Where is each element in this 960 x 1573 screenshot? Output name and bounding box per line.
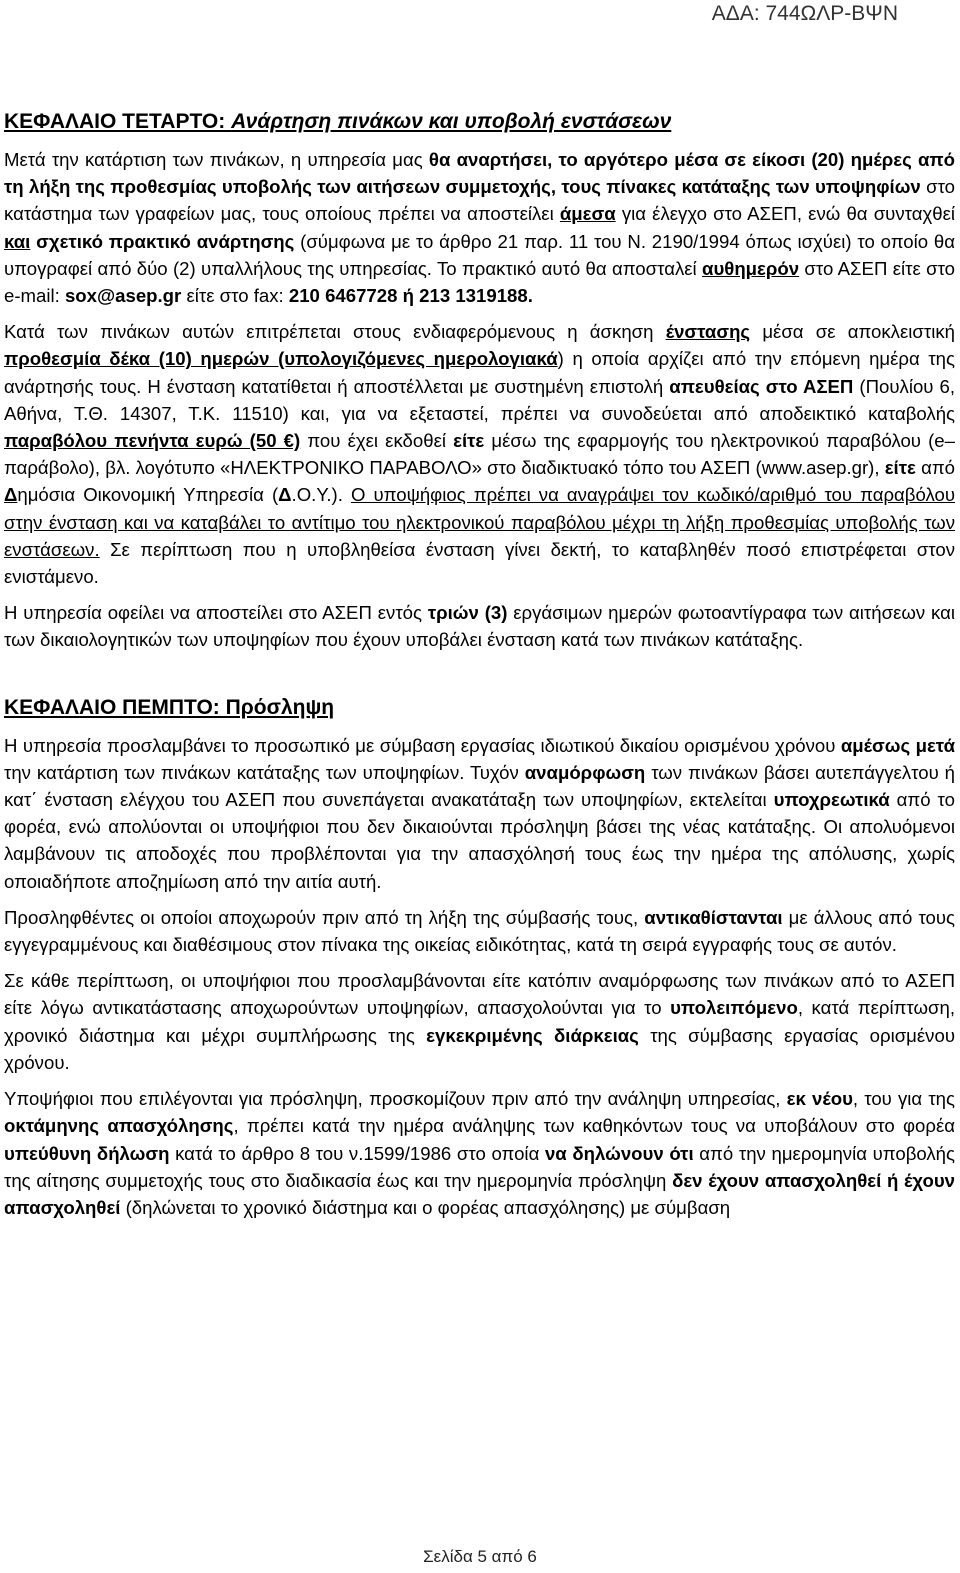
chapter5-paragraph-4: Υποψήφιοι που επιλέγονται για πρόσληψη, προσκομίζουν πριν από την ανάληψη υπηρεσίας, εκ νέου, του για της οκτάμηνης απασχόλησης, πρέπει κατά την ημέρα ανάληψης των καθηκόντων τους να υποβάλουν στο φορέα υπεύθυνη δήλωση κατά το άρθρο 8 του ν.1599/1986 στο οποία να δηλώνουν ότι από την ημερομηνία υποβολής της αίτησης συμμετοχής τους στο διαδικασία έως και την ημερομηνία πρόσληψη δεν έχουν απασχοληθεί ή έχουν απασχοληθεί (δηλώνεται το χρονικό διάστημα και ο φορέας απασχόλησης) με σύμβαση bbox=[4, 1088, 955, 1218]
document-body bbox=[4, 106, 955, 1230]
chapter5-paragraph-3: Σε κάθε περίπτωση, οι υποψήφιοι που προσλαμβάνονται είτε κατόπιν αναμόρφωσης των πινάκων από το ΑΣΕΠ είτε λόγω αντικατάστασης αποχωρούντων υποψηφίων, απασχολούνται για το υπολειπόμενο, κατά περίπτωση, χρονικό διάστημα και μέχρι συμπλήρωσης της εγκεκριμένης διάρκειας της σύμβασης εργασίας ορισμένου χρόνου. bbox=[4, 970, 955, 1073]
chapter5-paragraph-2: Προσληφθέντες οι οποίοι αποχωρούν πριν από τη λήξη της σύμβασής τους, αντικαθίστανται με άλλους από τους εγγεγραμμένους και διαθέσιμους στον πίνακα της οικείας ειδικότητας, κατά τη σειρά εγγραφής τους σε αυτόν. bbox=[4, 906, 955, 956]
chapter4-title: ΚΕΦΑΛΑΙΟ ΤΕΤΑΡΤΟ: Ανάρτηση πινάκων και υποβολή ενστάσεων bbox=[4, 110, 672, 133]
chapter4-paragraph-2: Κατά των πινάκων αυτών επιτρέπεται στους ενδιαφερόμενους η άσκηση ένστασης μέσα σε αποκλειστική προθεσμία δέκα (10) ημερών (υπολογιζόμενες ημερολογιακά) η οποία αρχίζει από την επόμενη ημέρα της ανάρτησής τους. Η ένσταση κατατίθεται ή αποστέλλεται με συστημένη επιστολή απευθείας στο ΑΣΕΠ (Πουλίου 6, Αθήνα, Τ.Θ. 14307, Τ.Κ. 11510) και, για να εξεταστεί, πρέπει να συνοδεύεται από αποδεικτικό καταβολής παραβόλου πενήντα ευρώ (50 €) που έχει εκδοθεί είτε μέσω της εφαρμογής του ηλεκτρονικού παραβόλου (e– παράβολο), βλ. λογότυπο «ΗΛΕΚΤΡΟΝΙΚΟ ΠΑΡΑΒΟΛΟ» στο διαδικτυακό τόπο του ΑΣΕΠ (www.asep.gr), είτε από Δημόσια Οικονομική Υπηρεσία (Δ.Ο.Υ.). Ο υποψήφιος πρέπει να αναγράψει τον κωδικό/αριθμό του παραβόλου στην ένσταση και να καταβάλει το αντίτιμο του ηλεκτρονικού παραβόλου μέχρι τη λήξη προθεσμίας υποβολής των ενστάσεων. Σε περίπτωση που η υποβληθείσα ένσταση γίνει δεκτή, το καταβληθέν ποσό επιστρέφεται στον ενιστάμενο. bbox=[4, 321, 956, 588]
chapter4-paragraph-3: Η υπηρεσία οφείλει να αποστείλει στο ΑΣΕΠ εντός τριών (3) εργάσιμων ημερών φωτοαντίγραφα των αιτήσεων και των δικαιολογητικών των υποψηφίων που έχουν υποβάλει ένσταση κατά των πινάκων κατάταξης. bbox=[4, 602, 955, 651]
ada-code: ΑΔΑ: 744ΩΛΡ-ΒΨΝ bbox=[711, 2, 898, 25]
chapter4-paragraph-1: Μετά την κατάρτιση των πινάκων, η υπηρεσία μας θα αναρτήσει, το αργότερο μέσα σε είκοσι (20) ημέρες από τη λήξη της προθεσμίας υποβολής των αιτήσεων συμμετοχής, τους πίνακες κατάταξης των υποψηφίων στο κατάστημα των γραφείων μας, τους οποίους πρέπει να αποστείλει άμεσα για έλεγχο στο ΑΣΕΠ, ενώ θα συνταχθεί και σχετικό πρακτικό ανάρτησης (σύμφωνα με το άρθρο 21 παρ. 11 του Ν. 2190/1994 όπως ισχύει) το οποίο θα υπογραφεί από δύο (2) υπαλλήλους της υπηρεσίας. Το πρακτικό αυτό θα αποσταλεί αυθημερόν στο ΑΣΕΠ είτε στο e-mail: sox@asep.gr είτε στο fax: 210 6467728 ή 213 1319188. bbox=[4, 149, 955, 307]
page-number: Σελίδα 5 από 6 bbox=[423, 1547, 537, 1566]
chapter5-paragraph-1: Η υπηρεσία προσλαμβάνει το προσωπικό με σύμβαση εργασίας ιδιωτικού δικαίου ορισμένου χρόνου αμέσως μετά την κατάρτιση των πινάκων κατάταξης των υποψηφίων. Τυχόν αναμόρφωση των πινάκων βάσει αυτεπάγγελτου ή κατ΄ ένσταση ελέγχου του ΑΣΕΠ που συνεπάγεται ανακατάταξη των υποψηφίων, εκτελείται υποχρεωτικά από το φορέα, ενώ απολύονται οι υποψήφιοι που δεν δικαιούνται πρόσληψη βάσει της νέας κατάταξης. Οι απολυόμενοι λαμβάνουν τις αποδοχές που προβλέπονται για την απασχόλησή τους έως την ημέρα της απόλυσης, χωρίς οποιαδήποτε αποζημίωση από την αιτία αυτή. bbox=[4, 734, 956, 892]
chapter5-title: ΚΕΦΑΛΑΙΟ ΠΕΜΠΤΟ: Πρόσληψη bbox=[4, 695, 335, 719]
